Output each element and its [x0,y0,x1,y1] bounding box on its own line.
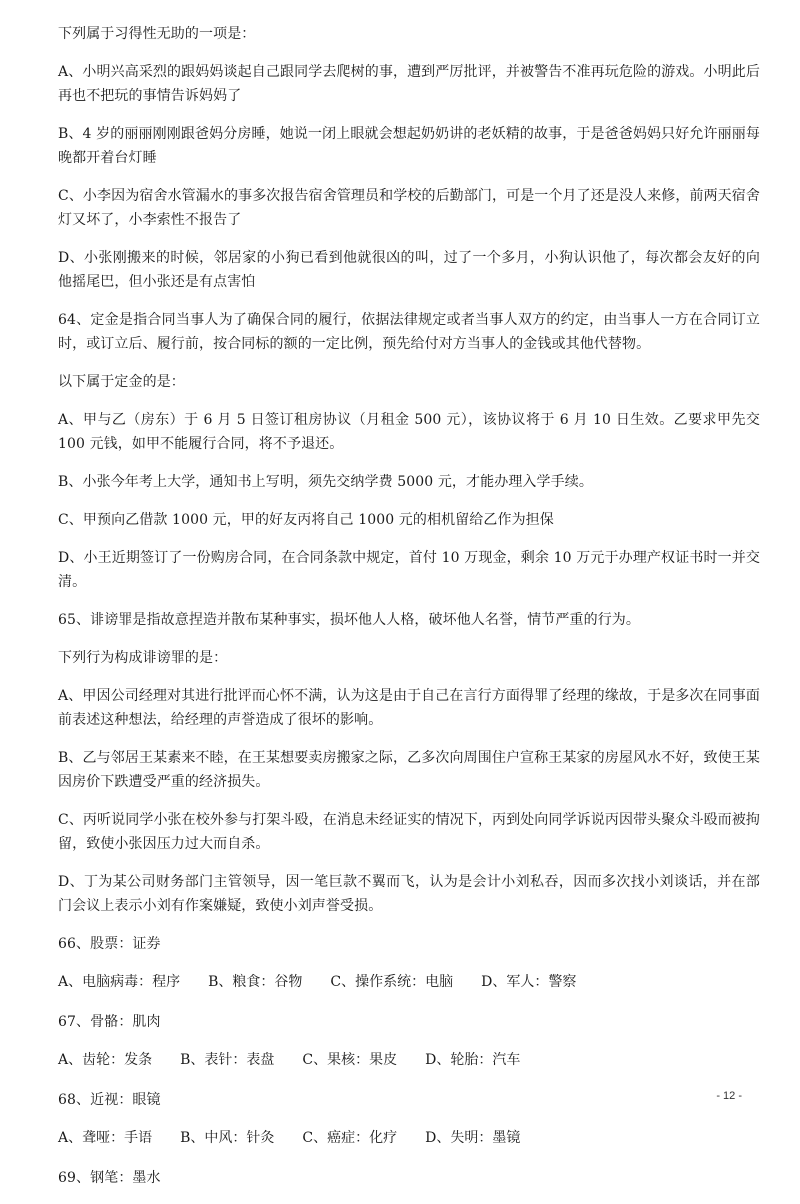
option-item: A、齿轮：发条 [58,1052,153,1068]
option-item: B、粮食：谷物 [208,974,303,990]
paragraph: A、甲与乙（房东）于 6 月 5 日签订租房协议（月租金 500 元），该协议将于 6 月 10 日生效。乙要求甲先交 100 元钱，如甲不能履行合同，将不予退还。 [58,412,760,452]
paragraph: 下列属于习得性无助的一项是： [58,26,256,42]
option-item: C、癌症：化疗 [302,1130,398,1146]
option-item: C、果核：果皮 [302,1052,398,1068]
paragraph: 以下属于定金的是： [58,374,185,390]
option-item: B、中风：针灸 [180,1130,275,1146]
paragraph: 65、诽谤罪是指故意捏造并散布某种事实，损坏他人人格，破坏他人名誉，情节严重的行为。 [58,612,641,628]
paragraph: B、小张今年考上大学，通知书上写明，须先交纳学费 5000 元，才能办理入学手续。 [58,474,593,490]
paragraph: 69、钢笔：墨水 [58,1170,161,1186]
paragraph: A、甲因公司经理对其进行批评而心怀不满，认为这是由于自己在言行方面得罪了经理的缘故，于是多次在同事面前表述这种想法，给经理的声誉造成了很坏的影响。 [58,688,760,728]
options-row [58,970,760,994]
paragraph: C、甲预向乙借款 1000 元，甲的好友丙将自己 1000 元的相机留给乙作为担保 [58,512,554,528]
option-item: A、电脑病毒：程序 [58,974,181,990]
paragraph: B、乙与邻居王某素来不睦，在王某想要卖房搬家之际，乙多次向周围住户宣称王某家的房屋风水不好，致使王某因房价下跌遭受严重的经济损失。 [58,750,760,790]
paragraph: A、小明兴高采烈的跟妈妈谈起自己跟同学去爬树的事，遭到严厉批评，并被警告不准再玩危险的游戏。小明此后再也不把玩的事情告诉妈妈了 [58,64,760,104]
option-item: D、失明：墨镜 [425,1130,521,1146]
options-row [58,1126,760,1150]
option-item: A、聋哑：手语 [58,1130,153,1146]
paragraph: D、小王近期签订了一份购房合同，在合同条款中规定，首付 10 万现金，剩余 10 万元于办理产权证书时一并交清。 [58,550,760,590]
paragraph: D、丁为某公司财务部门主管领导，因一笔巨款不翼而飞，认为是会计小刘私吞，因而多次找小刘谈话，并在部门会议上表示小刘有作案嫌疑，致使小刘声誉受损。 [58,874,760,914]
page-number: - 12 - [716,1090,742,1102]
option-item: D、军人：警察 [481,974,577,990]
paragraph: D、小张刚搬来的时候，邻居家的小狗已看到他就很凶的叫，过了一个多月，小狗认识他了，每次都会友好的向他摇尾巴，但小张还是有点害怕 [58,250,760,290]
paragraph: 67、骨骼：肌肉 [58,1014,161,1030]
option-item: C、操作系统：电脑 [330,974,454,990]
option-item: D、轮胎：汽车 [425,1052,521,1068]
paragraph: 64、定金是指合同当事人为了确保合同的履行，依据法律规定或者当事人双方的约定，由当事人一方在合同订立时，或订立后、履行前，按合同标的额的一定比例，预先给付对方当事人的金钱或其他代替物。 [58,312,760,352]
paragraph: 下列行为构成诽谤罪的是： [58,650,228,666]
paragraph: C、小李因为宿舍水管漏水的事多次报告宿舍管理员和学校的后勤部门，可是一个月了还是没人来修，前两天宿舍灯又坏了，小李索性不报告了 [58,188,760,228]
paragraph: B、4 岁的丽丽刚刚跟爸妈分房睡，她说一闭上眼就会想起奶奶讲的老妖精的故事，于是爸爸妈妈只好允许丽丽每晚都开着台灯睡 [58,126,760,166]
options-row [58,1048,760,1072]
paragraph: C、丙听说同学小张在校外参与打架斗殴，在消息未经证实的情况下，丙到处向同学诉说丙因带头聚众斗殴而被拘留，致使小张因压力过大而自杀。 [58,812,760,852]
page-content [58,22,760,1204]
paragraph: 66、股票：证券 [58,936,161,952]
paragraph: 68、近视：眼镜 [58,1092,161,1108]
option-item: B、表针：表盘 [180,1052,275,1068]
